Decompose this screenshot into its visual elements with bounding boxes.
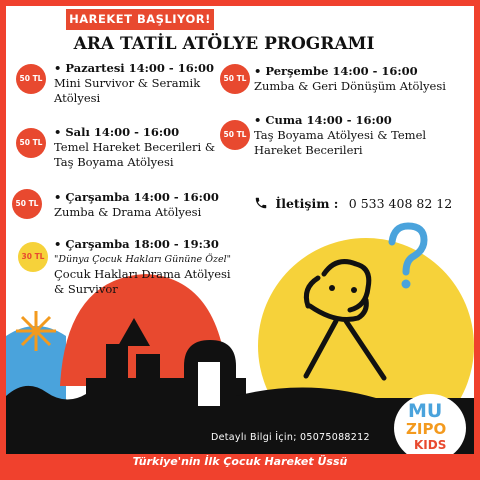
schedule-note: "Dünya Çocuk Hakları Gününe Özel" bbox=[54, 254, 232, 265]
logo-line: KIDS bbox=[414, 438, 447, 452]
price-badge: 50 TL bbox=[16, 128, 46, 158]
schedule-item bbox=[54, 125, 215, 170]
schedule-heading: • Pazartesi 14:00 - 16:00 bbox=[54, 61, 214, 75]
phone-icon bbox=[254, 196, 268, 210]
muzipo-kids-logo bbox=[394, 394, 466, 454]
schedule-item bbox=[54, 61, 214, 106]
logo-line: MU bbox=[408, 400, 443, 422]
info-text: Detaylı Bilgi İçin; 05075088212 bbox=[211, 432, 370, 443]
price-badge: 50 TL bbox=[12, 189, 42, 219]
schedule-description: Taş Boyama Atölyesi & Temel bbox=[254, 128, 427, 142]
schedule-description: Çocuk Hakları Drama Atölyesi bbox=[54, 267, 231, 281]
schedule-description: & Survivor bbox=[54, 282, 118, 296]
schedule-heading: • Çarşamba 14:00 - 16:00 bbox=[54, 190, 219, 204]
contact-phone[interactable]: 0 533 408 82 12 bbox=[348, 196, 453, 211]
schedule-heading: • Perşembe 14:00 - 16:00 bbox=[254, 64, 418, 78]
schedule-description: Hareket Becerileri bbox=[254, 143, 363, 157]
price-badge: 50 TL bbox=[220, 120, 250, 150]
page-title: ARA TATİL ATÖLYE PROGRAMI bbox=[73, 34, 375, 54]
contact-line bbox=[254, 196, 452, 211]
schedule-heading: • Çarşamba 18:00 - 19:30 bbox=[54, 237, 219, 251]
sunburst-icon bbox=[16, 311, 56, 351]
schedule-item bbox=[54, 237, 231, 297]
contact-label: İletişim : bbox=[275, 196, 339, 211]
schedule-heading: • Salı 14:00 - 16:00 bbox=[54, 125, 180, 139]
schedule-item bbox=[254, 64, 446, 94]
schedule-description: Temel Hareket Becerileri & bbox=[54, 140, 216, 154]
price-badge: 50 TL bbox=[220, 64, 250, 94]
price-badge: 30 TL bbox=[18, 242, 48, 272]
schedule-item bbox=[54, 190, 219, 220]
schedule-item bbox=[254, 113, 426, 158]
logo-line: ZIPO bbox=[406, 420, 447, 438]
price-badge: 50 TL bbox=[16, 64, 46, 94]
poster-card bbox=[6, 6, 474, 454]
black-wave-shape bbox=[6, 386, 86, 454]
schedule-description: Taş Boyama Atölyesi bbox=[54, 155, 174, 169]
schedule-heading: • Cuma 14:00 - 16:00 bbox=[254, 113, 392, 127]
schedule-description: Atölyesi bbox=[54, 91, 101, 105]
footer-slogan: Türkiye'nin İlk Çocuk Hareket Üssü bbox=[132, 455, 348, 468]
schedule-description: Zumba & Geri Dönüşüm Atölyesi bbox=[254, 79, 446, 93]
schedule-description: Zumba & Drama Atölyesi bbox=[54, 205, 202, 219]
schedule-description: Mini Survivor & Seramik bbox=[54, 76, 201, 90]
banner: HAREKET BAŞLIYOR! bbox=[66, 9, 214, 30]
